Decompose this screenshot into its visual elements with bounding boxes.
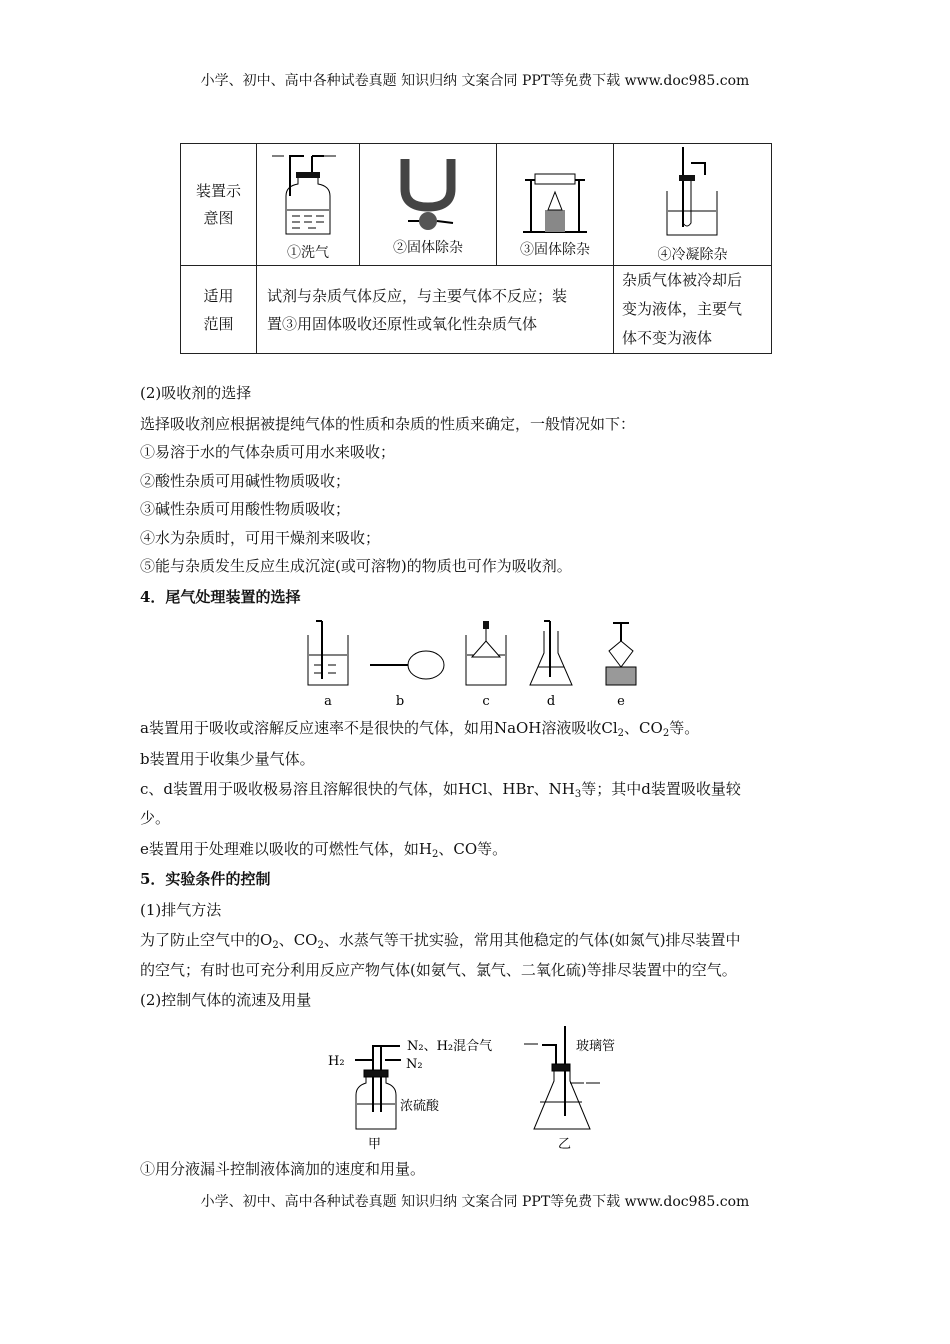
tail-gas-figures xyxy=(300,615,650,710)
text: 、水蒸气等干扰实验，常用其他稳定的气体(如氮气)排尽装置中 xyxy=(323,931,741,949)
scope-condense xyxy=(614,266,772,354)
caption: ①洗气 xyxy=(287,244,329,261)
paragraph: 选择吸收剂应根据被提纯气体的性质和杂质的性质来确定，一般情况如下： xyxy=(140,415,636,433)
paragraph-a xyxy=(140,717,820,739)
label-sulfuric-acid: 浓硫酸 xyxy=(400,1099,440,1114)
beaker-a-figure xyxy=(308,621,348,685)
list-item: ④水为杂质时，可用干燥剂来吸收； xyxy=(140,529,381,547)
flask-d-figure xyxy=(530,621,572,685)
text: 、CO xyxy=(624,719,663,737)
subscript: 2 xyxy=(431,849,439,860)
text: 、CO等。 xyxy=(438,840,508,858)
burner-e-figure xyxy=(606,623,636,685)
subscript: 3 xyxy=(574,789,582,800)
cell-wash-gas xyxy=(257,144,360,266)
text: 置③用固体吸收还原性或氧化性杂质气体 xyxy=(267,314,538,333)
label-mixed-gas: N₂、H₂混合气 xyxy=(407,1039,493,1054)
label-glass-tube: 玻璃管 xyxy=(576,1039,616,1054)
text: c、d装置用于吸收极易溶且溶解很快的气体，如HCl、HBr、NH xyxy=(140,780,575,798)
caption: ②固体除杂 xyxy=(393,239,463,256)
label-yi: 乙 xyxy=(558,1137,572,1152)
text: 为了防止空气中的O xyxy=(140,931,273,949)
text: 变为液体，主要气 xyxy=(622,300,743,318)
label-h2: H₂ xyxy=(328,1054,345,1069)
paragraph xyxy=(140,929,820,951)
text: 、CO xyxy=(278,931,318,949)
subscript: 2 xyxy=(617,728,625,739)
label: 适用 xyxy=(203,286,234,305)
list-item: ①用分液漏斗控制液体滴加的速度和用量。 xyxy=(140,1160,426,1178)
paragraph: 的空气；有时也可充分利用反应产物气体(如氨气、氯气、二氧化硫)等排尽装置中的空气。 xyxy=(140,961,737,979)
cell-u-tube xyxy=(360,144,497,266)
subscript: 2 xyxy=(317,940,324,951)
bottle-jia-figure xyxy=(355,1046,401,1129)
paragraph-e xyxy=(140,838,820,860)
flow-control-figures xyxy=(310,1020,650,1155)
heated-tube-figure xyxy=(515,150,595,235)
subheading: (2)吸收剂的选择 xyxy=(140,384,252,402)
gas-washing-bottle-figure xyxy=(268,148,348,238)
subheading: (2)控制气体的流速及用量 xyxy=(140,991,312,1009)
text: 体不变为液体 xyxy=(622,329,713,347)
list-item: ②酸性杂质可用碱性物质吸收； xyxy=(140,472,351,490)
paragraph-b: b装置用于收集少量气体。 xyxy=(140,750,315,768)
cell-heated-tube xyxy=(497,144,614,266)
caption: ③固体除杂 xyxy=(520,242,590,258)
label: 意图 xyxy=(203,208,234,227)
label: 装置示 xyxy=(195,181,241,200)
label-jia: 甲 xyxy=(368,1137,382,1152)
subscript: 2 xyxy=(662,728,670,739)
text: 等。 xyxy=(669,719,700,737)
row-label-diagram xyxy=(181,144,257,266)
funnel-c-figure xyxy=(466,621,506,685)
page-header: 小学、初中、高中各种试卷真题 知识归纳 文案合同 PPT等免费下载 www.doc985.com xyxy=(200,73,750,89)
paragraph-c-cont: 少。 xyxy=(140,809,171,827)
subscript: 2 xyxy=(272,940,279,951)
cold-trap-figure xyxy=(653,145,733,240)
paragraph-c xyxy=(140,778,820,800)
list-item: ③碱性杂质可用酸性物质吸收； xyxy=(140,500,351,518)
text: 试剂与杂质气体反应，与主要气体不反应；装 xyxy=(267,286,568,305)
text: e装置用于处理难以吸收的可燃性气体，如H xyxy=(140,840,432,858)
row-label-scope xyxy=(181,266,257,354)
label-b: b xyxy=(395,694,405,709)
text: 杂质气体被冷却后 xyxy=(622,271,743,289)
scope-general xyxy=(257,266,614,354)
caption: ④冷凝除杂 xyxy=(657,247,728,263)
text: a装置用于吸收或溶解反应速率不是很快的气体，如用NaOH溶液吸收Cl xyxy=(140,719,618,737)
section-heading: 5．实验条件的控制 xyxy=(140,870,271,888)
purification-table xyxy=(180,143,772,354)
label-e: e xyxy=(617,694,625,709)
u-tube-figure xyxy=(383,153,473,233)
cell-condense xyxy=(614,144,772,266)
list-item: ①易溶于水的气体杂质可用水来吸收； xyxy=(140,443,396,461)
flask-yi-figure xyxy=(524,1044,600,1129)
label-a: a xyxy=(324,694,332,709)
text: 等；其中d装置吸收量较 xyxy=(581,780,741,798)
label-n2: N₂ xyxy=(406,1057,423,1072)
label-d: d xyxy=(546,694,556,709)
label: 范围 xyxy=(203,314,234,333)
list-item: ⑤能与杂质发生反应生成沉淀(或可溶物)的物质也可作为吸收剂。 xyxy=(140,557,572,575)
section-heading: 4．尾气处理装置的选择 xyxy=(140,588,301,606)
page-footer: 小学、初中、高中各种试卷真题 知识归纳 文案合同 PPT等免费下载 www.doc985.com xyxy=(200,1194,750,1210)
subheading: (1)排气方法 xyxy=(140,901,222,919)
balloon-b-figure xyxy=(370,651,444,679)
label-c: c xyxy=(482,694,490,709)
